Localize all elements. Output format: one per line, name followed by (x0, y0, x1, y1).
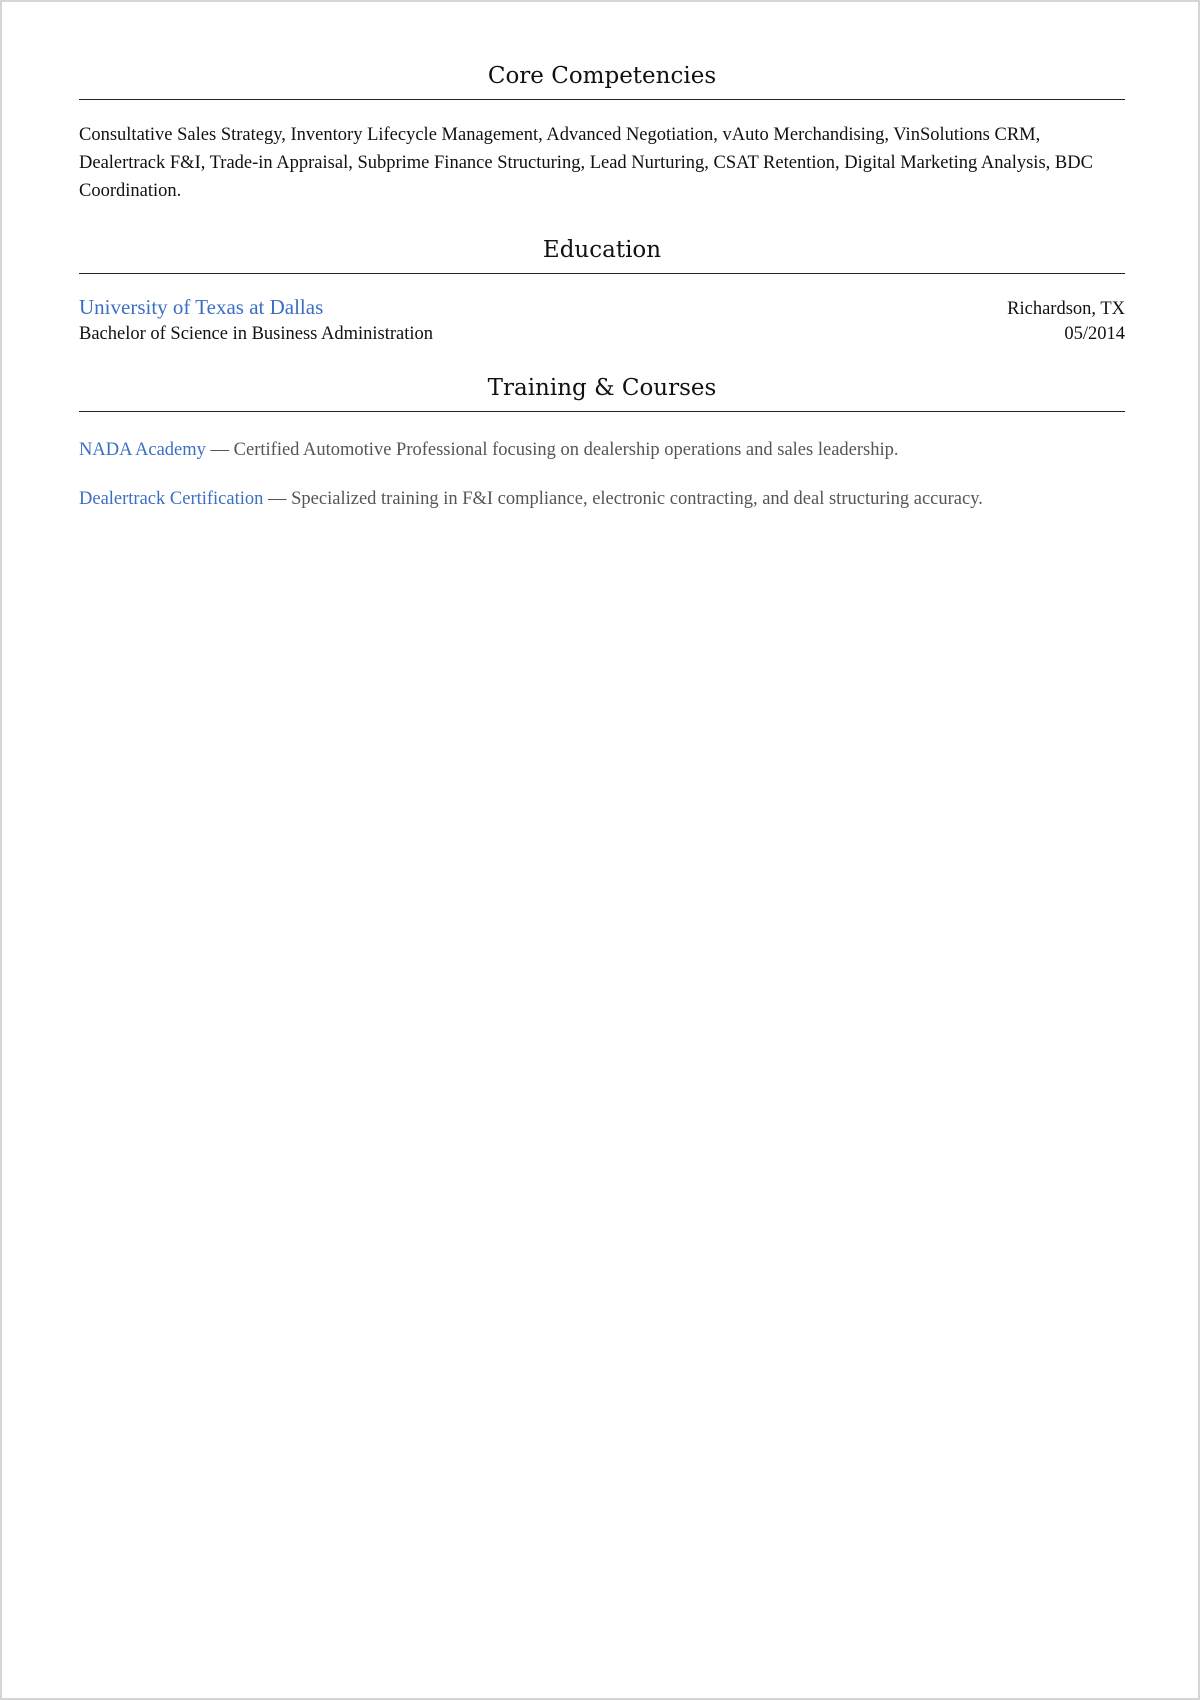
education-location: Richardson, TX (1007, 299, 1125, 319)
education-degree: Bachelor of Science in Business Administration (79, 324, 434, 344)
education-row-school (79, 294, 1125, 322)
education-heading: Education (79, 235, 1125, 274)
course-name-link[interactable]: Dealertrack Certification (79, 489, 264, 509)
course-name-link[interactable]: NADA Academy (79, 440, 206, 460)
course-item (79, 437, 1125, 463)
course-separator: — (263, 489, 292, 509)
course-separator: — (205, 440, 234, 460)
core-competencies-text: Consultative Sales Strategy, Inventory Lifecycle Management, Advanced Negotiation, vAuto Merchandising, VinSolutions CRM, Dealertrack F&I, Trade-in Appraisal, Subprime Finance Structuring, Lead Nurturing, CSAT Retention, Digital Marketing Analysis, BDC Coordination. (79, 125, 1093, 201)
education-school-link[interactable]: University of Texas at Dallas (79, 295, 324, 319)
course-description: Certified Automotive Professional focusing on dealership operations and sales leadership. (233, 440, 899, 460)
education-section (79, 235, 1125, 346)
education-date: 05/2014 (1064, 324, 1125, 344)
training-heading: Training & Courses (79, 373, 1125, 412)
core-competencies-heading: Core Competencies (79, 61, 1125, 100)
course-item (79, 486, 1125, 512)
course-description: Specialized training in F&I compliance, electronic contracting, and deal structuring accuracy. (291, 489, 983, 509)
education-row-degree (79, 322, 1125, 346)
core-competencies-section (79, 61, 1125, 205)
training-section (79, 373, 1125, 512)
